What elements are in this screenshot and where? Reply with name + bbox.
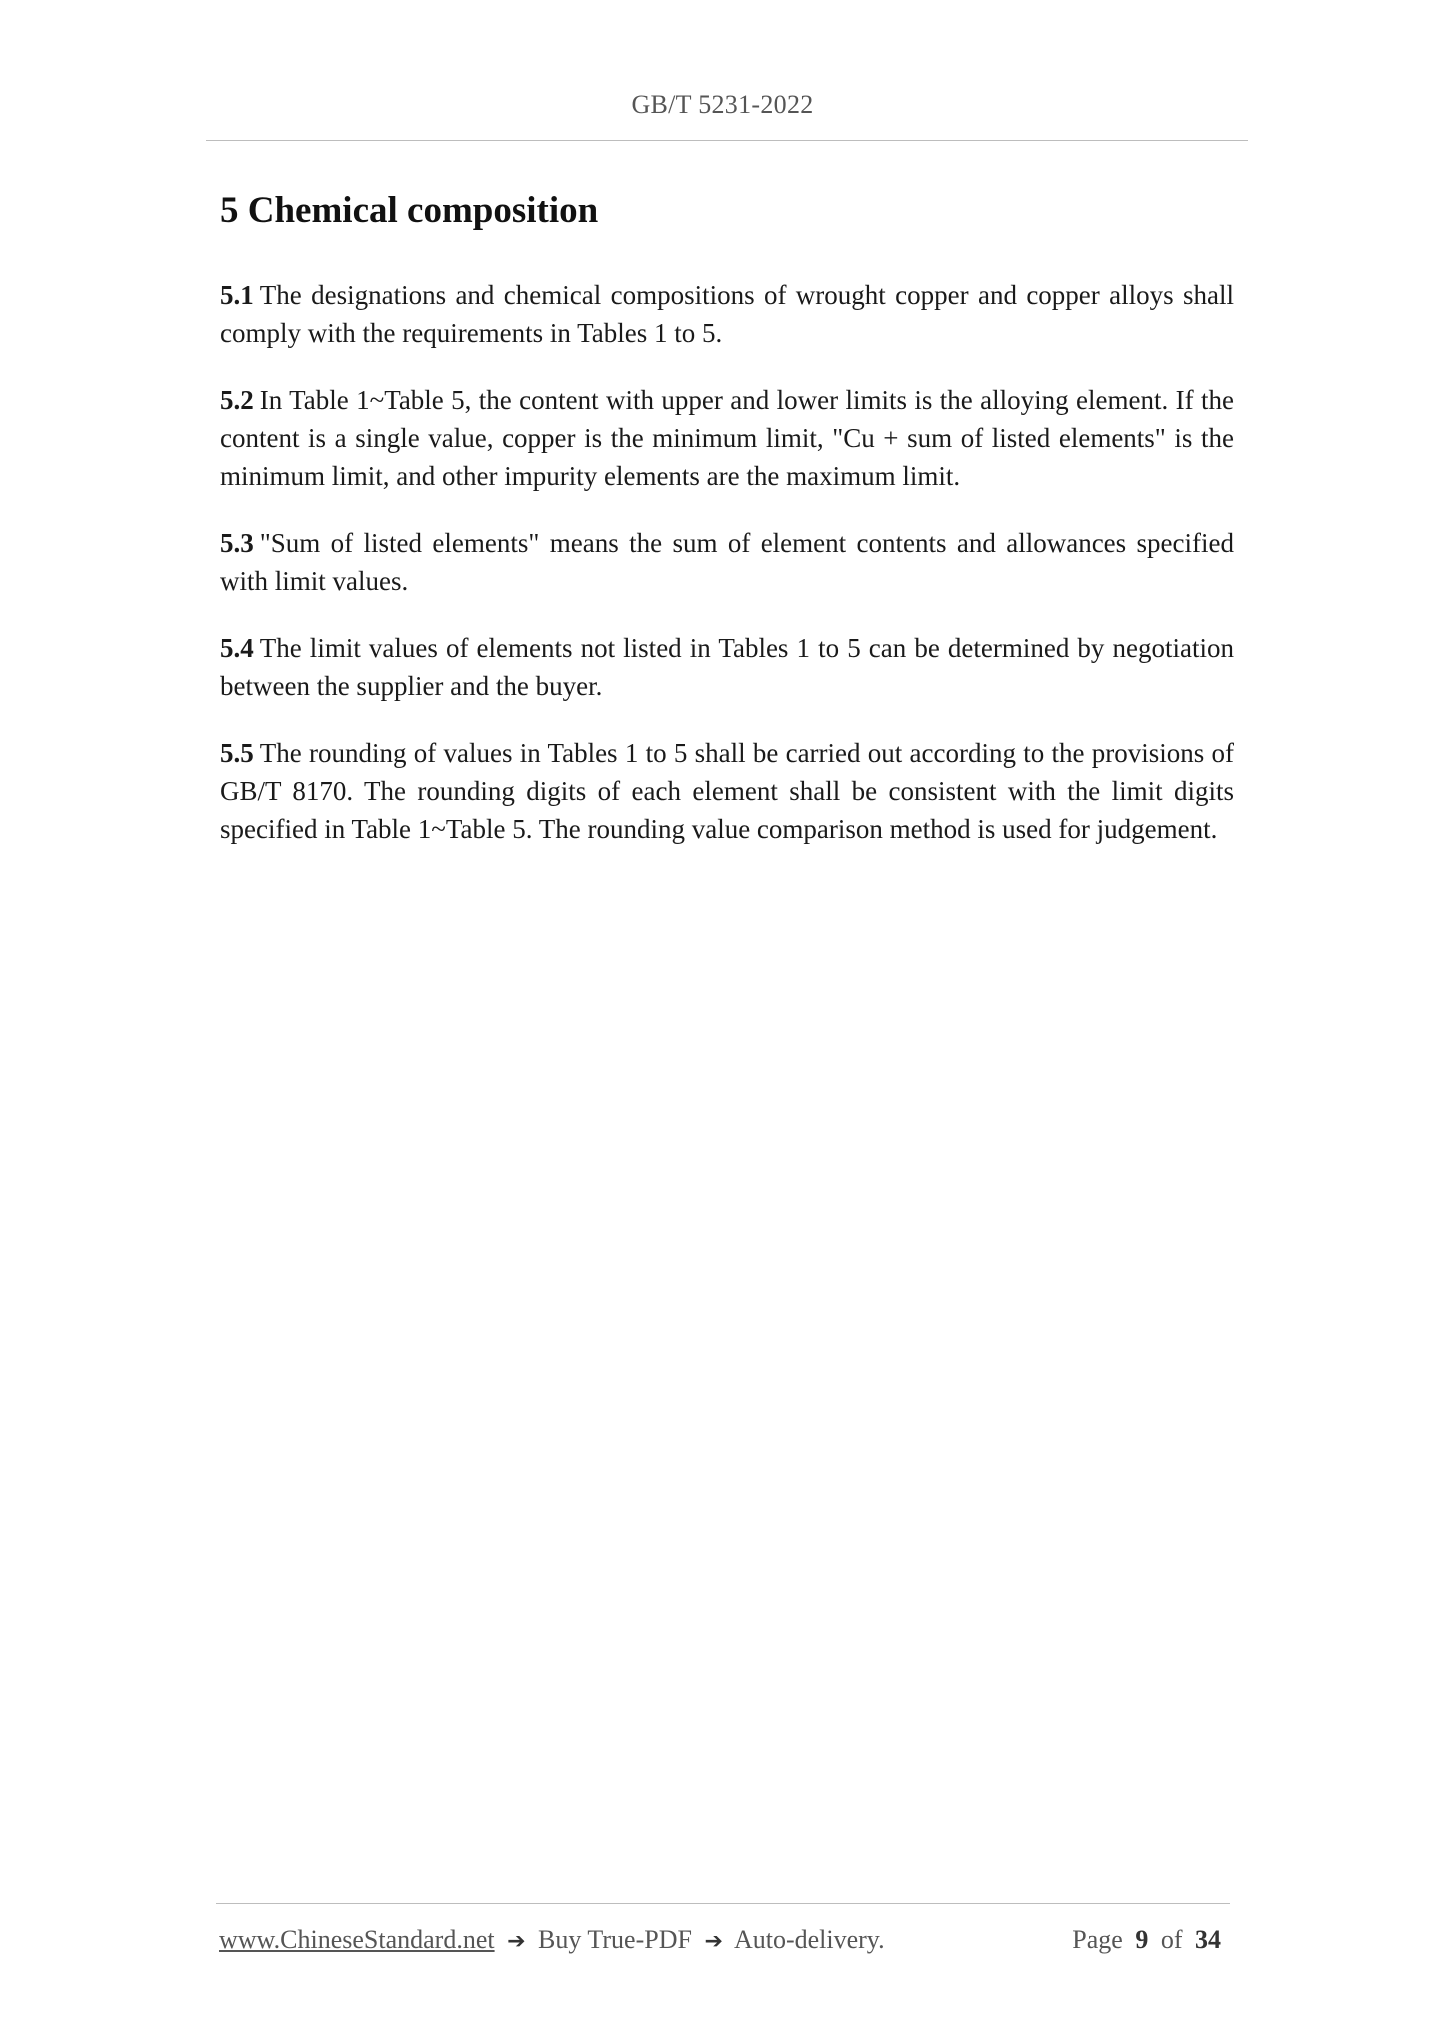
page-of: of (1160, 1925, 1183, 1954)
clause-number: 5.1 (220, 280, 254, 310)
clause-text: The limit values of elements not listed in Tables 1 to 5 can be determined by negotiation between the supplier and the buyer. (220, 633, 1234, 701)
clause-text: The designations and chemical compositions of wrought copper and copper alloys shall comply with the requirements in Tables 1 to 5. (220, 280, 1234, 348)
clause-5-3 (220, 524, 1234, 600)
clause-text: The rounding of values in Tables 1 to 5 shall be carried out according to the provisions of GB/T 8170. The rounding digits of each element shall be consistent with the limit digits specified in Table 1~Table 5. The rounding value comparison method is used for judgement. (220, 738, 1234, 844)
header-divider (206, 140, 1248, 141)
footer-step-buy: Buy True-PDF (538, 1925, 692, 1954)
clause-text: "Sum of listed elements" means the sum of element contents and allowances specified with limit values. (220, 528, 1234, 596)
page-current: 9 (1135, 1925, 1149, 1954)
clause-text: In Table 1~Table 5, the content with upper and lower limits is the alloying element. If the content is a single value, copper is the minimum limit, "Cu + sum of listed elements" is the minimum limit, and other impurity elements are the maximum limit. (220, 385, 1234, 491)
section-title: 5 Chemical composition (220, 190, 599, 231)
main-content (220, 186, 1234, 877)
clause-5-2 (220, 381, 1234, 495)
page-total: 34 (1195, 1925, 1221, 1954)
clause-5-4 (220, 629, 1234, 705)
clause-5-5 (220, 734, 1234, 848)
page-indicator (1072, 1925, 1227, 1955)
clause-5-1 (220, 276, 1234, 352)
clause-number: 5.4 (220, 633, 254, 663)
right-arrow-icon: ➔ (704, 1929, 723, 1954)
clause-number: 5.2 (220, 385, 254, 415)
clause-number: 5.3 (220, 528, 254, 558)
website-link[interactable]: www.ChineseStandard.net (219, 1925, 495, 1954)
footer-step-delivery: Auto-delivery. (733, 1925, 885, 1954)
footer-divider (216, 1903, 1230, 1904)
document-header: GB/T 5231-2022 (631, 90, 814, 119)
footer-promo (219, 1925, 885, 1955)
right-arrow-icon: ➔ (507, 1929, 526, 1954)
page-label: Page (1072, 1925, 1123, 1954)
clause-number: 5.5 (220, 738, 254, 768)
